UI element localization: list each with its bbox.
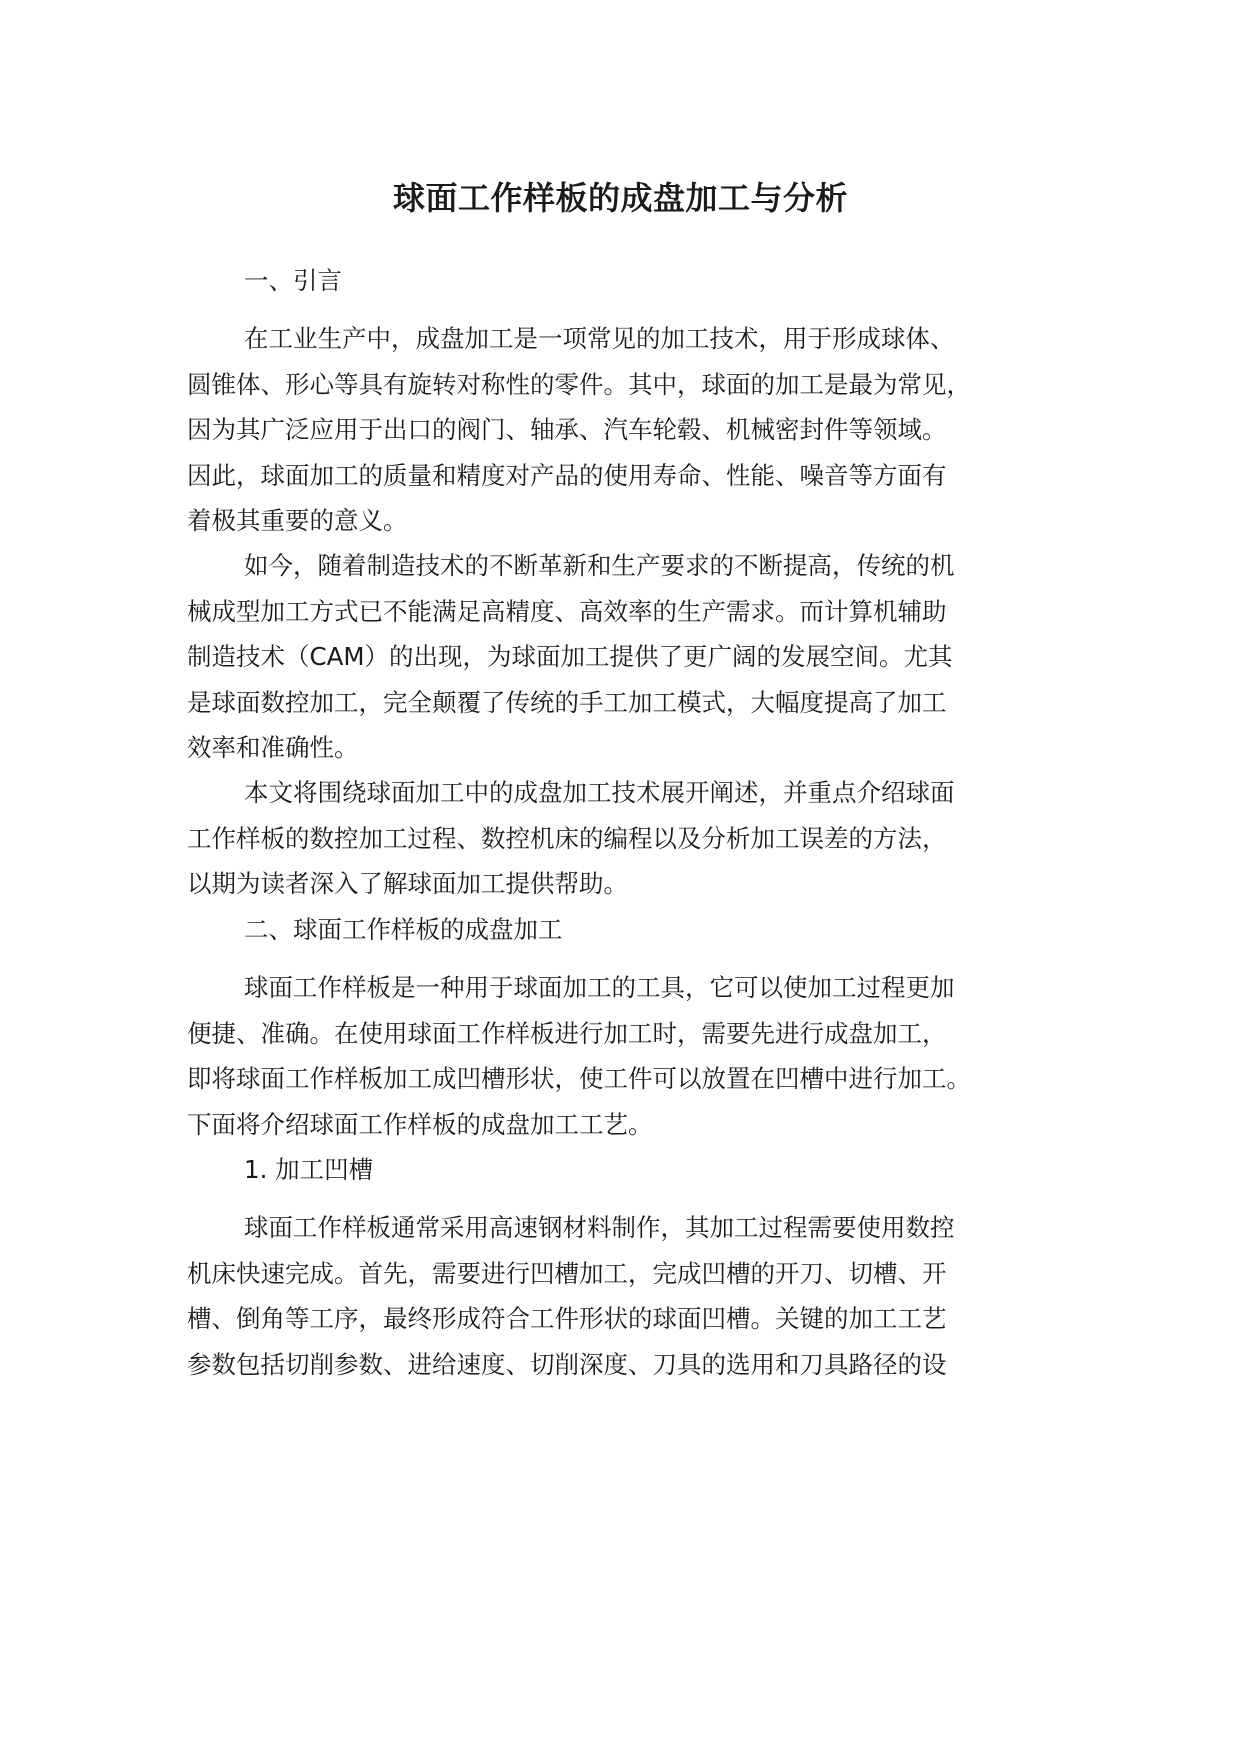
text-line: 下面将介绍球面工作样板的成盘加工工艺。 — [187, 1109, 653, 1139]
text-line: 本文将围绕球面加工中的成盘加工技术展开阐述，并重点介绍球面 — [244, 778, 955, 807]
text-line: 槽、倒角等工序，最终形成符合工件形状的球面凹槽。关键的加工工艺 — [187, 1304, 947, 1333]
text-line: 以期为读者深入了解球面加工提供帮助。 — [187, 869, 628, 898]
section-heading-introduction — [187, 258, 1087, 304]
heading-line: 一、引言 — [244, 266, 342, 295]
text-line: 机床快速完成。首先，需要进行凹槽加工，完成凹槽的开刀、切槽、开 — [187, 1258, 947, 1288]
paragraph-1 — [187, 316, 1087, 544]
text-line: 制造技术（CAM）的出现，为球面加工提供了更广阔的发展空间。尤其 — [187, 642, 953, 671]
paragraph-2 — [187, 543, 1087, 771]
text-line: 球面工作样板通常采用高速钢材料制作，其加工过程需要使用数控 — [244, 1213, 955, 1242]
text-line: 即将球面工作样板加工成凹槽形状，使工件可以放置在凹槽中进行加工。 — [187, 1064, 971, 1093]
text-line: 着极其重要的意义。 — [187, 506, 408, 535]
text-line: 工作样板的数控加工过程、数控机床的编程以及分析加工误差的方法， — [187, 823, 947, 853]
text-line: 是球面数控加工，完全颠覆了传统的手工加工模式，大幅度提高了加工 — [187, 687, 947, 717]
text-line: 参数包括切削参数、进给速度、切削深度、刀具的选用和刀具路径的设 — [187, 1349, 947, 1379]
paragraph-4 — [187, 965, 1087, 1147]
text-line: 因此，球面加工的质量和精度对产品的使用寿命、性能、噪音等方面有 — [187, 460, 947, 490]
paragraph-5 — [187, 1205, 1087, 1387]
section-heading-forming — [187, 907, 1087, 953]
text-line: 球面工作样板是一种用于球面加工的工具，它可以使加工过程更加 — [244, 973, 955, 1002]
paragraph-3 — [187, 770, 1087, 907]
heading-line: 二、球面工作样板的成盘加工 — [244, 915, 563, 944]
text-line: 如今，随着制造技术的不断革新和生产要求的不断提高，传统的机 — [244, 551, 955, 580]
text-line: 圆锥体、形心等具有旋转对称性的零件。其中，球面的加工是最为常见， — [187, 369, 971, 399]
text-line: 因为其广泛应用于出口的阀门、轴承、汽车轮毂、机械密封件等领域。 — [187, 415, 947, 444]
text-line: 效率和准确性。 — [187, 733, 359, 762]
text-line: 在工业生产中，成盘加工是一项常见的加工技术，用于形成球体、 — [244, 324, 955, 353]
text-line: 械成型加工方式已不能满足高精度、高效率的生产需求。而计算机辅助 — [187, 596, 947, 626]
text-line: 便捷、准确。在使用球面工作样板进行加工时，需要先进行成盘加工， — [187, 1018, 947, 1048]
heading-line: 1. 加工凹槽 — [244, 1155, 374, 1184]
subsection-heading-groove — [187, 1147, 1087, 1193]
document-title: 球面工作样板的成盘加工与分析 — [392, 179, 848, 217]
